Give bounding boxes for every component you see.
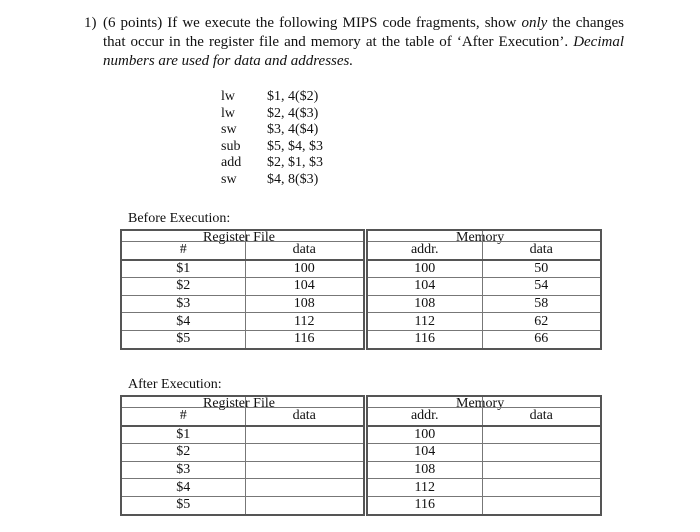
question-instruction-rest: the changes that occur in the register file and memory at the table of ‘After Execution’. [103, 15, 625, 50]
memory-value [482, 496, 601, 514]
register-name: $4 [121, 313, 245, 331]
memory-value: 50 [482, 260, 601, 278]
question-instruction: If we execute the following MIPS code fragments, show [167, 15, 517, 31]
code-op: lw [221, 89, 235, 104]
after-register-table [120, 395, 365, 516]
table-header-row [367, 408, 601, 426]
before-memory-label: Memory [456, 230, 505, 245]
register-value: 104 [245, 278, 364, 296]
table-row [367, 461, 601, 479]
question-text [84, 14, 624, 71]
table-row [367, 278, 601, 296]
table-row [367, 426, 601, 444]
column-header: # [121, 242, 245, 260]
code-op: sw [221, 171, 237, 187]
column-header: data [482, 408, 601, 426]
code-args: $4, 8($3) [267, 171, 319, 187]
after-execution-label: After Execution: [128, 377, 222, 392]
register-name: $1 [121, 260, 245, 278]
code-op: lw [221, 105, 235, 121]
register-value: 112 [245, 313, 364, 331]
question-number: 1) [84, 15, 97, 31]
memory-address: 108 [367, 461, 482, 479]
table-row [367, 260, 601, 278]
column-header: addr. [367, 408, 482, 426]
register-name: $2 [121, 278, 245, 296]
memory-address: 116 [367, 496, 482, 514]
code-args: $2, 4($3) [267, 105, 319, 121]
register-name: $3 [121, 295, 245, 313]
register-value: 108 [245, 295, 364, 313]
table-row [121, 444, 364, 462]
register-value [245, 461, 364, 479]
register-value [245, 496, 364, 514]
register-value [245, 444, 364, 462]
table-header-row [121, 408, 364, 426]
register-name: $5 [121, 496, 245, 514]
table-row [121, 330, 364, 348]
memory-value [482, 444, 601, 462]
register-value [245, 426, 364, 444]
table-row [121, 295, 364, 313]
memory-address: 112 [367, 313, 482, 331]
memory-value [482, 461, 601, 479]
register-value [245, 479, 364, 497]
before-register-file-label: Register File [203, 230, 275, 245]
code-op: sub [221, 138, 241, 154]
question-emphasis: only [521, 15, 548, 31]
memory-address: 116 [367, 330, 482, 348]
before-memory-table [366, 229, 602, 350]
code-args: $2, $1, $3 [267, 155, 323, 171]
table-header-row [121, 242, 364, 260]
table-row [367, 496, 601, 514]
table-row [367, 295, 601, 313]
memory-value [482, 479, 601, 497]
code-line [221, 89, 323, 106]
before-register-table [120, 229, 365, 350]
register-name: $3 [121, 461, 245, 479]
memory-value: 54 [482, 278, 601, 296]
table-row [367, 479, 601, 497]
code-args: $3, 4($4) [267, 122, 319, 138]
before-execution-label: Before Execution: [128, 211, 231, 226]
memory-address: 100 [367, 426, 482, 444]
memory-value: 66 [482, 330, 601, 348]
code-line [221, 122, 323, 139]
column-header: addr. [367, 242, 482, 260]
table-row [121, 278, 364, 296]
code-args: $5, $4, $3 [267, 138, 323, 154]
register-value: 100 [245, 260, 364, 278]
code-line [221, 172, 323, 189]
code-op: sw [221, 122, 237, 138]
table-row [367, 330, 601, 348]
memory-address: 100 [367, 260, 482, 278]
register-name: $2 [121, 444, 245, 462]
memory-value [482, 426, 601, 444]
column-header: # [121, 408, 245, 426]
memory-address: 104 [367, 444, 482, 462]
register-name: $1 [121, 426, 245, 444]
question-note: Decimal numbers are used for data and addresses. [103, 34, 625, 69]
table-row [121, 496, 364, 514]
table-row [121, 313, 364, 331]
mips-code [221, 89, 323, 189]
table-row [121, 461, 364, 479]
register-value: 116 [245, 330, 364, 348]
code-op: add [221, 155, 242, 171]
column-header: data [245, 242, 364, 260]
after-register-file-label: Register File [203, 396, 275, 411]
question-points: (6 points) [103, 15, 163, 31]
column-header: data [482, 242, 601, 260]
code-args: $1, 4($2) [267, 89, 319, 104]
table-row [121, 479, 364, 497]
memory-address: 108 [367, 295, 482, 313]
table-row [367, 444, 601, 462]
memory-address: 112 [367, 479, 482, 497]
register-name: $4 [121, 479, 245, 497]
code-line [221, 106, 323, 123]
memory-address: 104 [367, 278, 482, 296]
table-row [121, 260, 364, 278]
code-line [221, 139, 323, 156]
table-row [367, 313, 601, 331]
column-header: data [245, 408, 364, 426]
after-memory-table [366, 395, 602, 516]
code-line [221, 155, 323, 172]
memory-value: 62 [482, 313, 601, 331]
table-row [121, 426, 364, 444]
after-memory-label: Memory [456, 396, 505, 411]
table-header-row [367, 242, 601, 260]
register-name: $5 [121, 330, 245, 348]
memory-value: 58 [482, 295, 601, 313]
